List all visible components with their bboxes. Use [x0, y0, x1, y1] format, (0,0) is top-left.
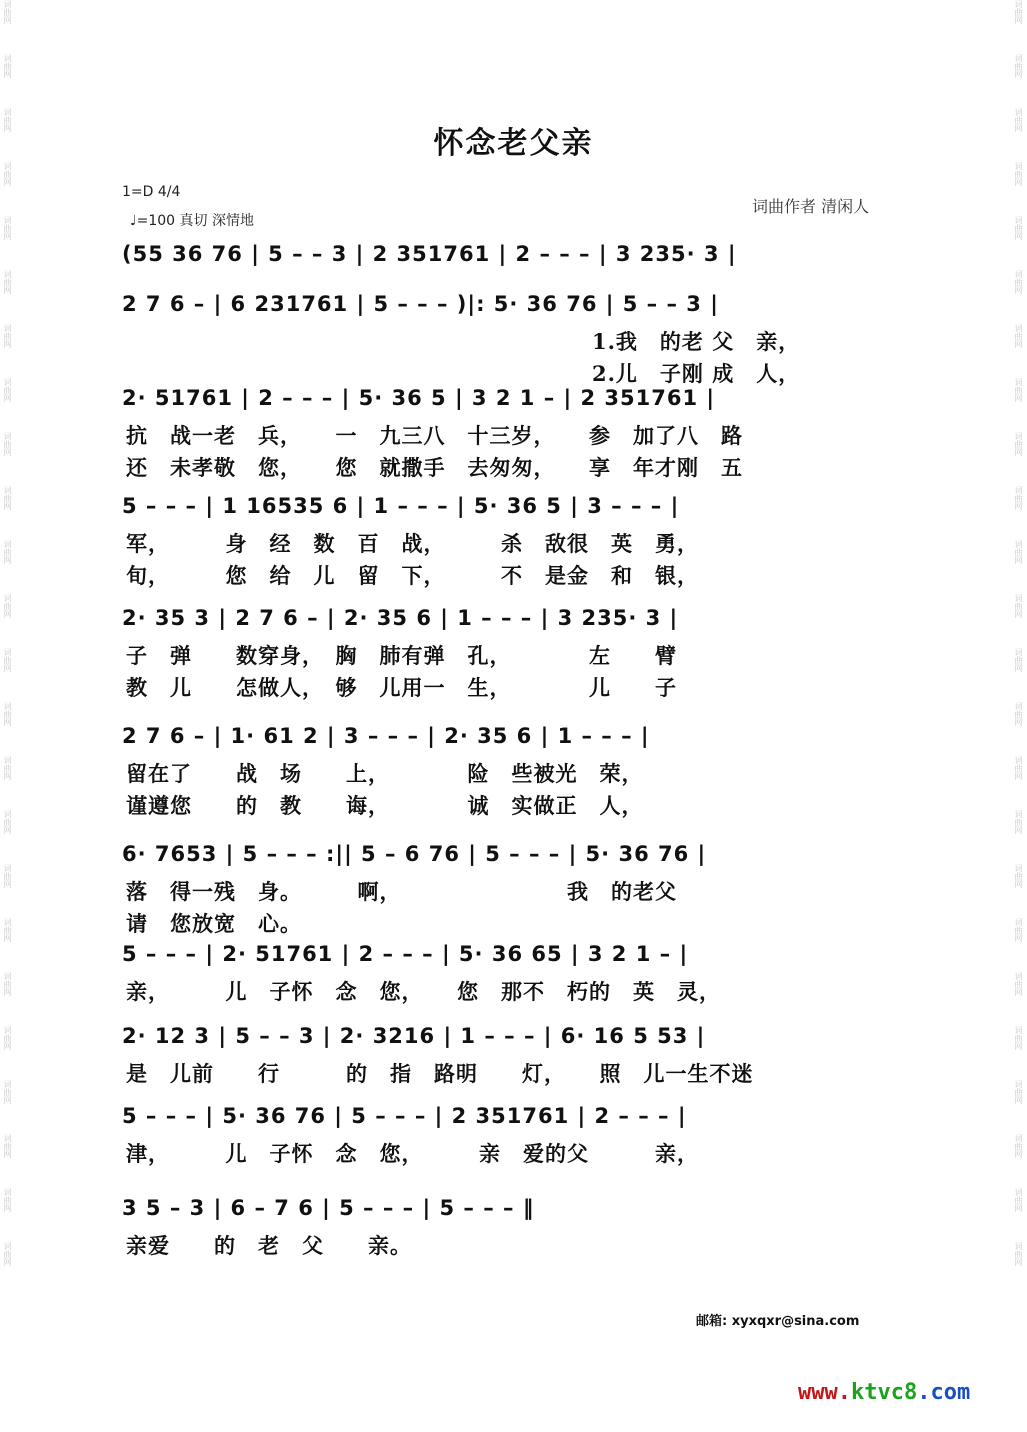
tempo-marking: ♩=100 真切 深情地 [130, 213, 254, 229]
side-watermark-text: 词曲网 [1014, 1134, 1023, 1158]
side-watermark-text: 词曲网 [3, 756, 12, 780]
side-watermark-text: 词曲网 [1014, 648, 1023, 672]
side-watermark-text: 词曲网 [3, 1080, 12, 1104]
time-signature: 4/4 [157, 184, 181, 200]
lyric-row: 亲爱 的 老 父 亲。 [126, 1233, 412, 1258]
lyric-row: 教 儿 怎做人， 够 儿用一 生， 儿 子 [126, 675, 677, 700]
side-watermark-text: 词曲网 [1014, 270, 1023, 294]
side-watermark-left [2, 0, 14, 1432]
watermark-part-2: ktvc8 [850, 1380, 918, 1405]
lyric-row: 留在了 战 场 上， 险 些被光 荣， [126, 761, 644, 786]
side-watermark-text: 词曲网 [1014, 918, 1023, 942]
side-watermark-text: 词曲网 [3, 864, 12, 888]
side-watermark-text: 词曲网 [1014, 324, 1023, 348]
side-watermark-text: 词曲网 [1014, 540, 1023, 564]
side-watermark-text: 词曲网 [1014, 810, 1023, 834]
side-watermark-text: 词曲网 [3, 918, 12, 942]
side-watermark-right [1013, 0, 1025, 1432]
lyric-row: 子 弹 数穿身， 胸 肺有弹 孔， 左 臂 [126, 643, 677, 668]
lyric-row: 还 未孝敬 您， 您 就撒手 去匆匆， 享 年才刚 五 [126, 455, 743, 480]
lyric-row: 旬， 您 给 儿 留 下， 不 是金 和 银， [126, 563, 699, 588]
side-watermark-text: 词曲网 [1014, 972, 1023, 996]
side-watermark-text: 词曲网 [1014, 864, 1023, 888]
side-watermark-text: 词曲网 [3, 1242, 12, 1266]
side-watermark-text: 词曲网 [1014, 756, 1023, 780]
side-watermark-text: 词曲网 [3, 324, 12, 348]
side-watermark-text: 词曲网 [3, 108, 12, 132]
lyric-row: 亲， 儿 子怀 念 您， 您 那不 朽的 英 灵， [126, 979, 721, 1004]
watermark-part-3: .com [917, 1380, 971, 1405]
side-watermark-text: 词曲网 [3, 972, 12, 996]
music-row: 2· 51761 | 2 – – – | 5· 36 5 | 3 2 1 – | 2 351761 | [122, 386, 716, 410]
side-watermark-text: 词曲网 [1014, 108, 1023, 132]
side-watermark-text: 词曲网 [3, 54, 12, 78]
side-watermark-text: 词曲网 [3, 432, 12, 456]
lyric-row: 津， 儿 子怀 念 您， 亲 爱的父 亲， [126, 1141, 699, 1166]
side-watermark-text: 词曲网 [3, 1188, 12, 1212]
side-watermark-text: 词曲网 [1014, 432, 1023, 456]
side-watermark-text: 词曲网 [1014, 54, 1023, 78]
side-watermark-text: 词曲网 [3, 1026, 12, 1050]
side-watermark-text: 词曲网 [3, 378, 12, 402]
side-watermark-text: 词曲网 [1014, 594, 1023, 618]
email-contact: 邮箱: xyxqxr@sina.com [696, 1314, 860, 1329]
side-watermark-text: 词曲网 [1014, 162, 1023, 186]
side-watermark-text: 词曲网 [3, 810, 12, 834]
lyric-row: 落 得一残 身。 啊， 我 的老父 [126, 879, 677, 904]
side-watermark-text: 词曲网 [1014, 0, 1023, 24]
side-watermark-text: 词曲网 [3, 702, 12, 726]
music-row: 2 7 6 – | 6 231761 | 5 – – – )|: 5· 36 76 | 5 – – 3 | [122, 292, 719, 316]
side-watermark-text: 词曲网 [1014, 1080, 1023, 1104]
side-watermark-text: 词曲网 [1014, 378, 1023, 402]
music-row: 5 – – – | 5· 36 76 | 5 – – – | 2 351761 | 2 – – – | [122, 1104, 687, 1128]
composer-credit: 词曲作者 清闲人 [752, 197, 870, 216]
music-row: 5 – – – | 2· 51761 | 2 – – – | 5· 36 65 | 3 2 1 – | [122, 942, 689, 966]
watermark-part-1: www. [798, 1380, 851, 1405]
lyric-row: 抗 战一老 兵， 一 九三八 十三岁， 参 加了八 路 [126, 423, 743, 448]
music-row: 6· 7653 | 5 – – – :|| 5 – 6 76 | 5 – – – | 5· 36 76 | [122, 842, 707, 866]
side-watermark-text: 词曲网 [3, 540, 12, 564]
lyric-row: 请 您放宽 心。 [126, 911, 302, 936]
side-watermark-text: 词曲网 [1014, 1026, 1023, 1050]
side-watermark-text: 词曲网 [3, 594, 12, 618]
side-watermark-text: 词曲网 [3, 0, 12, 24]
music-row: 2· 12 3 | 5 – – 3 | 2· 3216 | 1 – – – | 6· 16 5 53 | [122, 1024, 706, 1048]
lyric-row: 1.我 的老 父 亲， [592, 329, 801, 354]
music-row: 5 – – – | 1 16535 6 | 1 – – – | 5· 36 5 | 3 – – – | [122, 494, 680, 518]
key-signature [122, 184, 180, 200]
side-watermark-text: 词曲网 [3, 162, 12, 186]
lyric-row: 2.儿 子刚 成 人， [592, 361, 801, 386]
site-watermark [798, 1380, 970, 1405]
side-watermark-text: 词曲网 [3, 486, 12, 510]
key-label: 1=D [122, 184, 154, 200]
side-watermark-text: 词曲网 [3, 216, 12, 240]
side-watermark-text: 词曲网 [1014, 1188, 1023, 1212]
side-watermark-text: 词曲网 [3, 270, 12, 294]
side-watermark-text: 词曲网 [1014, 216, 1023, 240]
music-row: 2· 35 3 | 2 7 6 – | 2· 35 6 | 1 – – – | 3 235· 3 | [122, 606, 679, 630]
side-watermark-text: 词曲网 [1014, 486, 1023, 510]
music-row: 3 5 – 3 | 6 – 7 6 | 5 – – – | 5 – – – ‖ [122, 1196, 535, 1220]
side-watermark-text: 词曲网 [3, 648, 12, 672]
song-title: 怀念老父亲 [433, 126, 594, 161]
side-watermark-text: 词曲网 [1014, 1242, 1023, 1266]
lyric-row: 是 儿前 行 的 指 路明 灯， 照 儿一生不迷 [126, 1061, 754, 1086]
music-row: (55 36 76 | 5 – – 3 | 2 351761 | 2 – – – | 3 235· 3 | [122, 242, 737, 266]
side-watermark-text: 词曲网 [1014, 702, 1023, 726]
lyric-row: 军， 身 经 数 百 战， 杀 敌很 英 勇， [126, 531, 699, 556]
side-watermark-text: 词曲网 [3, 1134, 12, 1158]
lyric-row: 谨遵您 的 教 诲， 诚 实做正 人， [126, 793, 644, 818]
music-row: 2 7 6 – | 1· 61 2 | 3 – – – | 2· 35 6 | 1 – – – | [122, 724, 650, 748]
